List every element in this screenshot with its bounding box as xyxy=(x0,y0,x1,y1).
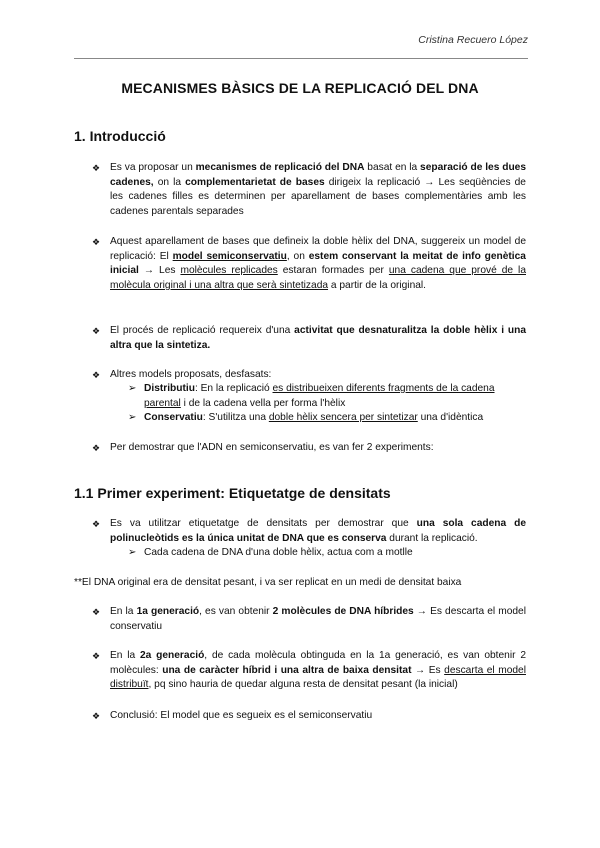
list-item xyxy=(92,649,526,693)
bold-text: 2a generació xyxy=(140,650,205,661)
section-heading-introduccio: 1. Introducció xyxy=(74,128,166,144)
list-item xyxy=(92,605,526,634)
bold-text: Distributiu xyxy=(144,383,195,394)
text-run: estaran formades per xyxy=(277,265,389,277)
sub-list-item xyxy=(128,382,526,411)
list-item xyxy=(92,368,526,383)
text-run: Altres models proposats, desfasats: xyxy=(110,369,272,380)
underlined-text: una cadena que prové de la molècula original i una altra que serà sintetizada xyxy=(110,265,526,291)
diamond-bullet-icon: ❖ xyxy=(92,443,101,453)
bold-text: 2 molècules de DNA híbrides xyxy=(272,606,414,617)
text-run: , es van obtenir xyxy=(199,606,273,617)
text-run: En la xyxy=(110,650,141,661)
text-run: → Es descarta el model conservatiu xyxy=(110,606,526,632)
note-text: **El DNA original era de densitat pesant, i va ser replicat en un medi de densitat baixa xyxy=(74,577,462,588)
text-run: → Es xyxy=(411,664,445,676)
text-run: , pq sino hauria de quedar alguna resta de densitat pesant (la inicial) xyxy=(148,679,458,691)
underlined-text: doble hèlix sencera per sintetizar xyxy=(268,412,418,423)
text-run: , de cada molècula obtinguda en la 1a generació, es van obtenir 2 molècules: xyxy=(110,650,526,676)
bold-text: una de caràcter híbrid i una altra de baixa densitat xyxy=(162,664,412,676)
text-run: El procés de replicació requereix d'una xyxy=(110,325,295,336)
text-run: Es va utilitzar etiquetatge de densitats per demostrar que xyxy=(110,518,417,529)
arrow-bullet-icon: ➢ xyxy=(128,383,137,394)
section-heading-primer-experiment: 1.1 Primer experiment: Etiquetatge de densitats xyxy=(74,485,391,501)
underlined-text: descarta el model distribuït xyxy=(110,664,526,691)
text-run: Cada cadena de DNA d'una doble hèlix, actua com a motlle xyxy=(144,547,413,558)
document-title: MECANISMES BÀSICS DE LA REPLICACIÓ DEL DNA xyxy=(121,80,479,96)
text-run: Es va proposar un xyxy=(110,162,196,173)
list-item xyxy=(92,161,527,219)
underlined-text: molècules replicades xyxy=(180,265,278,277)
list-item xyxy=(92,324,527,353)
text-run: basat en la xyxy=(364,162,421,173)
text-run: Per demostrar que l'ADN en semiconservatiu, es van fer 2 experiments: xyxy=(110,442,434,453)
diamond-bullet-icon: ❖ xyxy=(92,326,101,336)
text-run: : En la replicació xyxy=(194,383,273,394)
text-run: Aquest aparellament de bases que defineix la doble hèlix del DNA, suggereix un model de replicació: El xyxy=(110,236,526,262)
text-run: i de la cadena vella per forma l'hèlix xyxy=(180,397,346,409)
text-run: : S'utilitza una xyxy=(202,412,269,423)
text-run: dirigeix la replicació → Les seqüències de les cadenes filles es determinen per aparellament de bases complementàries amb les cadenes parentals separades xyxy=(110,176,526,217)
header-divider xyxy=(74,58,528,59)
underlined-text: es distribueixen diferents fragments de la cadena parental xyxy=(144,383,495,409)
bold-text: 1a generació xyxy=(136,606,200,617)
diamond-bullet-icon: ❖ xyxy=(92,651,101,661)
text-run: on la xyxy=(153,176,186,188)
text-run: durant la replicació. xyxy=(386,532,478,544)
list-item xyxy=(92,235,526,293)
sub-list-item xyxy=(128,411,526,426)
text-run: , on xyxy=(286,250,309,262)
list-item xyxy=(92,517,526,546)
bold-text: mecanismes de replicació del DNA xyxy=(195,162,365,173)
diamond-bullet-icon: ❖ xyxy=(92,519,101,529)
diamond-bullet-icon: ❖ xyxy=(92,237,101,247)
text-run: → Les xyxy=(138,265,181,277)
diamond-bullet-icon: ❖ xyxy=(92,711,101,721)
diamond-bullet-icon: ❖ xyxy=(92,370,101,380)
arrow-bullet-icon: ➢ xyxy=(128,547,137,558)
bold-text: una sola cadena de polinucleòtids es la única unitat de DNA que es conserva xyxy=(110,518,526,544)
bold-text: estem conservant la meitat de info genètica inicial xyxy=(110,250,526,277)
diamond-bullet-icon: ❖ xyxy=(92,607,101,617)
text-run: a partir de la original. xyxy=(328,279,426,291)
bold-text: activitat que desnaturalitza la doble hèlix i una altra que la sintetiza. xyxy=(110,325,527,351)
list-item xyxy=(92,709,526,724)
diamond-bullet-icon: ❖ xyxy=(92,163,101,173)
arrow-bullet-icon: ➢ xyxy=(128,412,137,423)
bold-text: Conservatiu xyxy=(144,412,203,423)
bold-text: separació de les dues cadenes, xyxy=(110,162,527,188)
text-run: En la xyxy=(110,606,137,617)
sub-list-item xyxy=(128,546,526,561)
text-run: una d'idèntica xyxy=(417,412,484,423)
bold-text: complementarietat de bases xyxy=(185,176,325,188)
text-run: Conclusió: El model que es segueix es el semiconservatiu xyxy=(110,710,373,721)
bold-underlined-text: model semiconservatiu xyxy=(172,250,287,262)
list-item xyxy=(92,441,526,456)
author-name: Cristina Recuero López xyxy=(418,34,528,46)
